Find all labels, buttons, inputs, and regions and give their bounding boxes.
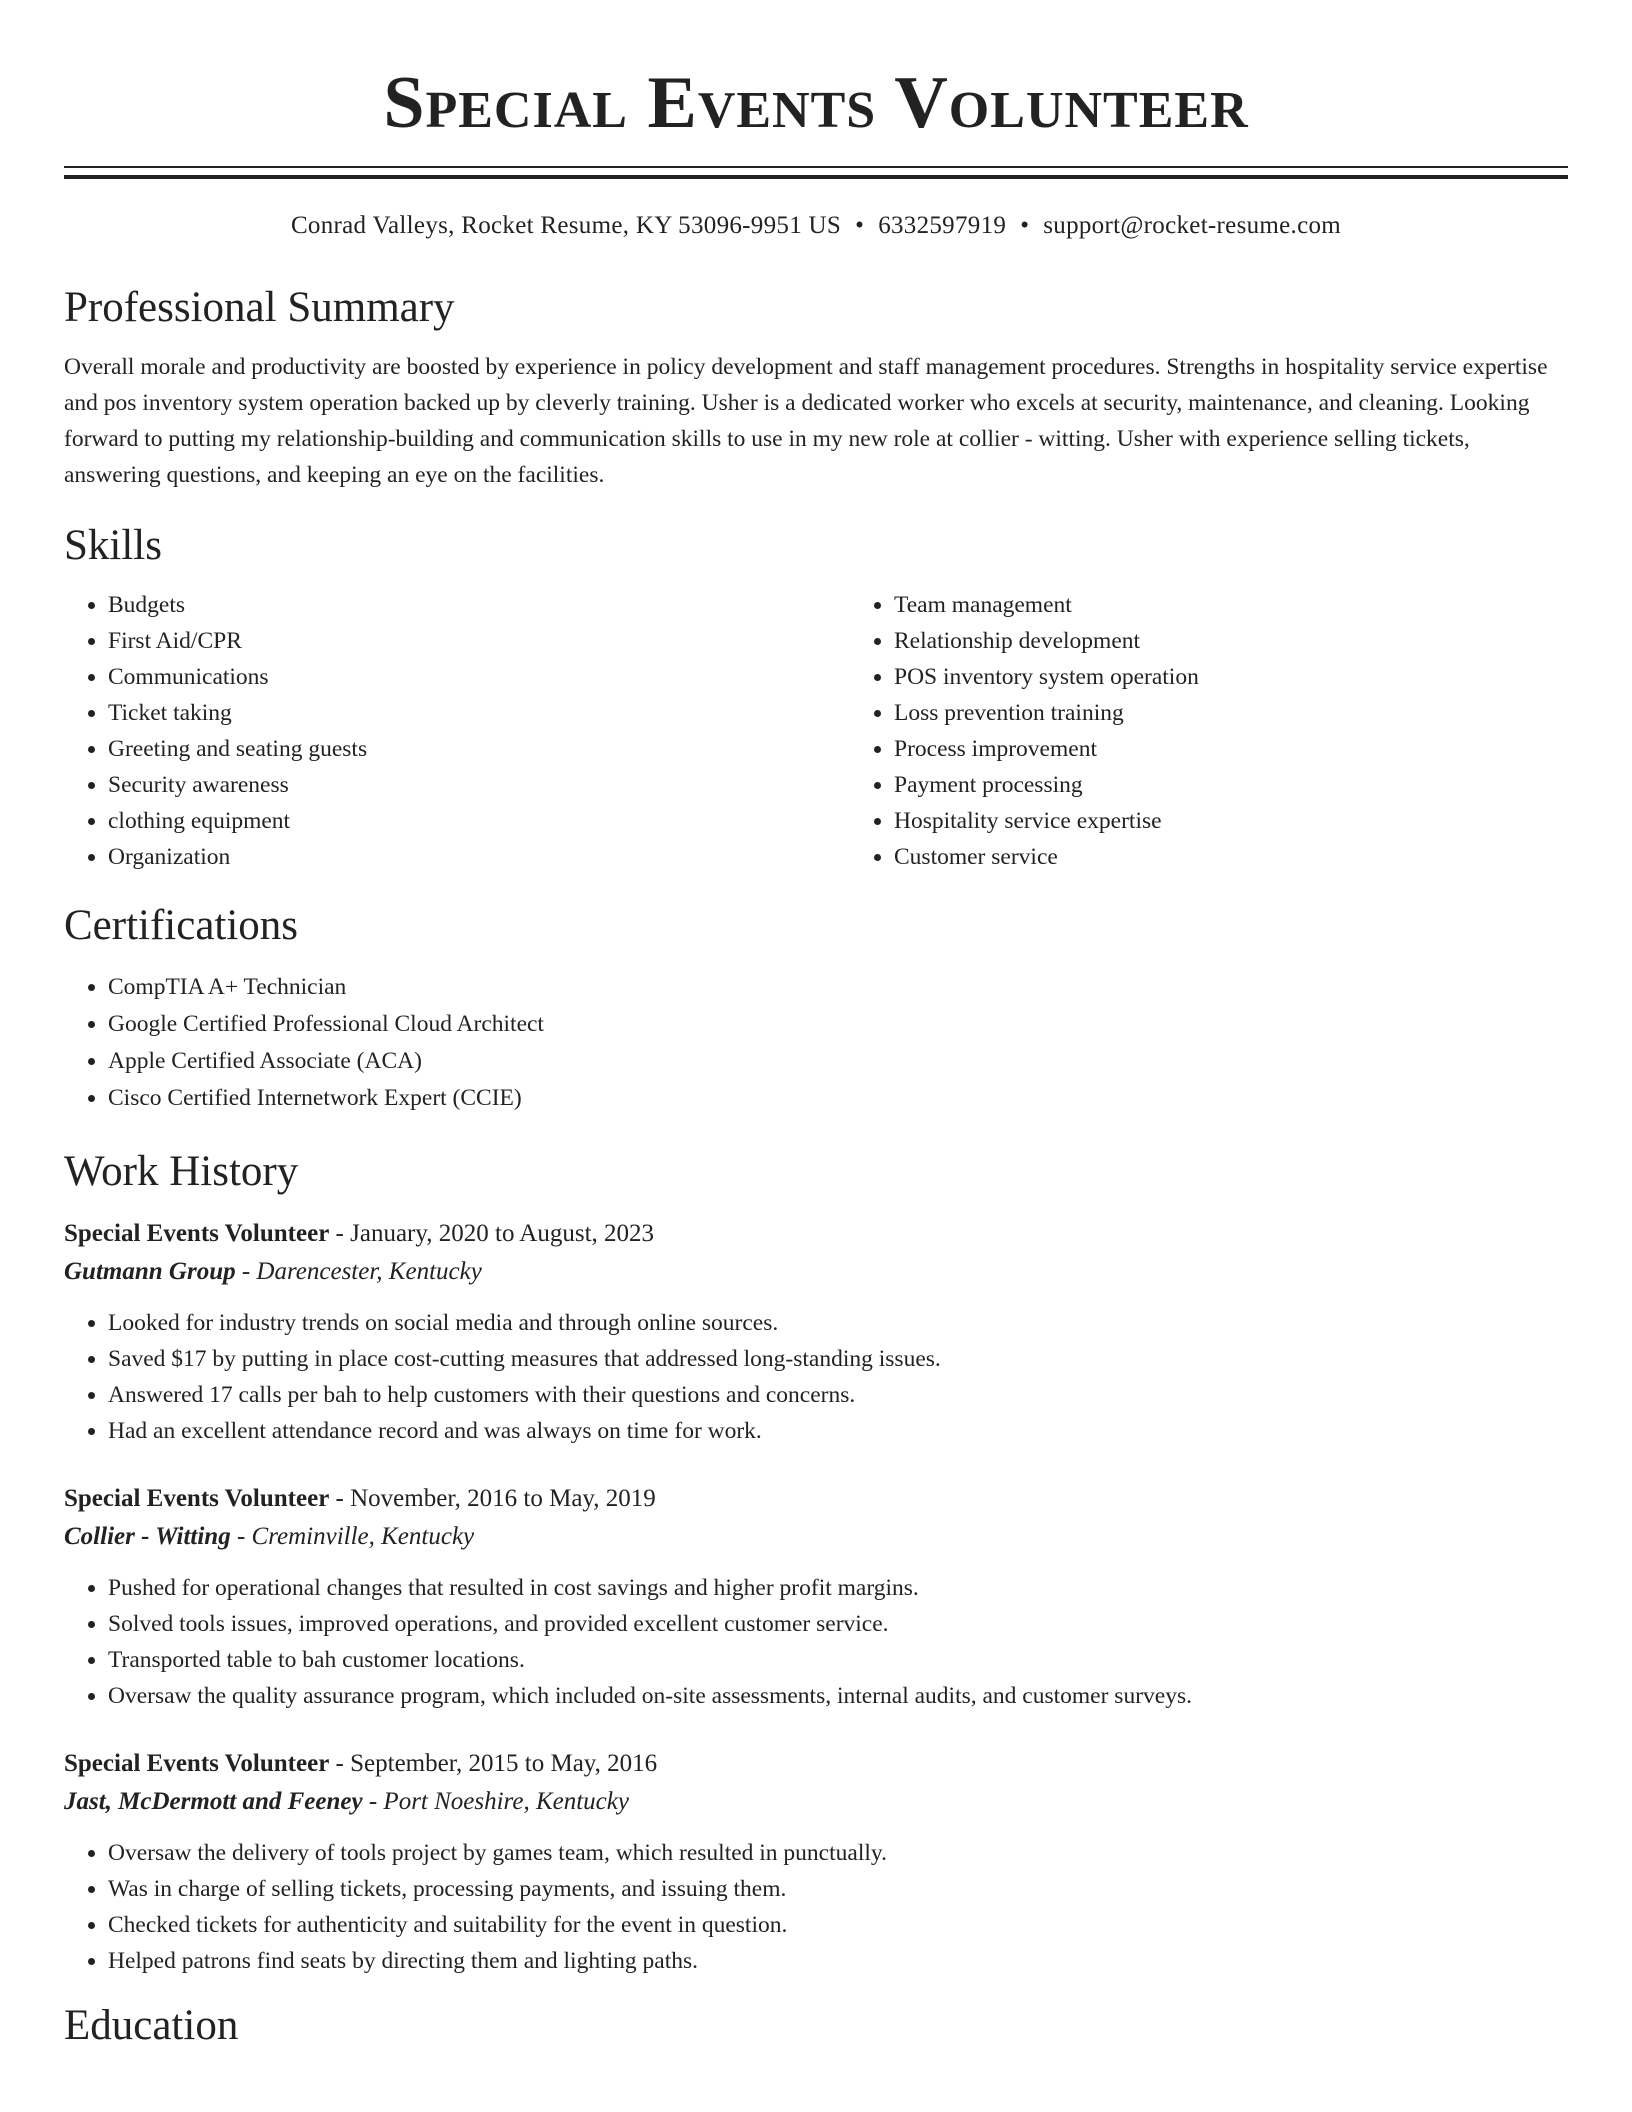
skill-item: • Loss prevention training [894,695,1632,731]
skill-item: • Team management [894,587,1632,623]
job-bullet: • Had an excellent attendance record and was always on time for work. [108,1413,1568,1449]
job-bullet: • Saved $17 by putting in place cost-cutting measures that addressed long-standing issues. [108,1341,1568,1377]
job-bullet: • Oversaw the quality assurance program, which included on-site assessments, internal audits, and customer surveys. [108,1678,1568,1714]
job-header [64,1480,1568,1518]
skill-item: • POS inventory system operation [894,659,1632,695]
job-bullet: • Checked tickets for authenticity and suitability for the event in question. [108,1907,1568,1943]
job-employer [64,1253,1568,1291]
job-bullet: • Transported table to bah customer locations. [108,1642,1568,1678]
section-heading-work-history: Work History [64,1148,299,1195]
bullet-separator: • [855,212,865,239]
skills-columns [64,587,1568,875]
job-header [64,1215,1568,1253]
skill-item: • Hospitality service expertise [894,803,1632,839]
skills-list-left [64,587,850,875]
job-company: Jast, McDermott and Feeney [64,1788,363,1815]
job-bullets [64,1305,1568,1449]
job-header [64,1745,1568,1783]
job-entry [64,1215,1568,1449]
title-divider-thick [64,175,1568,179]
job-company: Collier - Witting [64,1523,231,1550]
job-dates: - September, 2015 to May, 2016 [329,1750,658,1777]
job-bullet: • Solved tools issues, improved operations, and provided excellent customer service. [108,1606,1568,1642]
job-bullet: • Helped patrons find seats by directing them and lighting paths. [108,1943,1568,1979]
job-bullets [64,1835,1568,1979]
skill-item: • Customer service [894,839,1632,875]
skill-item: • Payment processing [894,767,1632,803]
skill-item: • Organization [108,839,850,875]
title-divider-thin [64,166,1568,168]
skill-item: • Budgets [108,587,850,623]
job-location: - Darencester, Kentucky [235,1258,482,1285]
job-location: - Creminville, Kentucky [230,1523,475,1550]
job-role: Special Events Volunteer [64,1485,330,1512]
skill-item: • Ticket taking [108,695,850,731]
skill-item: • Process improvement [894,731,1632,767]
job-bullet: • Pushed for operational changes that resulted in cost savings and higher profit margins. [108,1570,1568,1606]
skills-list-right [850,587,1632,875]
certification-item: • Apple Certified Associate (ACA) [108,1043,1568,1080]
job-dates: - January, 2020 to August, 2023 [329,1220,655,1247]
job-bullet: • Was in charge of selling tickets, processing payments, and issuing them. [108,1871,1568,1907]
job-bullets [64,1570,1568,1714]
job-role: Special Events Volunteer [64,1220,330,1247]
job-employer [64,1518,1568,1556]
section-heading-skills: Skills [64,522,162,569]
skill-item: • Greeting and seating guests [108,731,850,767]
section-heading-certifications: Certifications [64,902,299,949]
contact-line [64,209,1568,243]
contact-phone: 6332597919 [878,212,1007,239]
skill-item: • Relationship development [894,623,1632,659]
job-entry [64,1745,1568,1979]
certification-item: • Google Certified Professional Cloud Architect [108,1006,1568,1043]
certifications-list [64,969,1568,1117]
job-dates: - November, 2016 to May, 2019 [329,1485,656,1512]
job-entry [64,1480,1568,1714]
job-role: Special Events Volunteer [64,1750,330,1777]
skill-item: • Communications [108,659,850,695]
job-employer [64,1783,1568,1821]
resume-title: Special Events Volunteer [383,62,1249,144]
skill-item: • Security awareness [108,767,850,803]
section-heading-summary: Professional Summary [64,284,455,331]
job-location: - Port Noeshire, Kentucky [362,1788,629,1815]
job-company: Gutmann Group [64,1258,236,1285]
skill-item: • clothing equipment [108,803,850,839]
contact-email: support@rocket-resume.com [1043,212,1342,239]
certification-item: • CompTIA A+ Technician [108,969,1568,1006]
job-bullet: • Answered 17 calls per bah to help customers with their questions and concerns. [108,1377,1568,1413]
bullet-separator: • [1020,212,1030,239]
job-bullet: • Oversaw the delivery of tools project by games team, which resulted in punctually. [108,1835,1568,1871]
skill-item: • First Aid/CPR [108,623,850,659]
section-heading-education: Education [64,2002,239,2049]
job-bullet: • Looked for industry trends on social media and through online sources. [108,1305,1568,1341]
certification-item: • Cisco Certified Internetwork Expert (CCIE) [108,1080,1568,1117]
summary-text: Overall morale and productivity are boosted by experience in policy development and staff management procedures. Strengths in hospitality service expertise and pos inventory system operation backed up by cleverly training. Usher is a dedicated worker who excels at security, maintenance, and cleaning. Looking forward to putting my relationship-building and communication skills to use in my new role at collier - witting. Usher with experience selling tickets, answering questions, and keeping an eye on the facilities. [64,354,1548,488]
contact-address: Conrad Valleys, Rocket Resume, KY 53096-9951 US [290,212,842,239]
